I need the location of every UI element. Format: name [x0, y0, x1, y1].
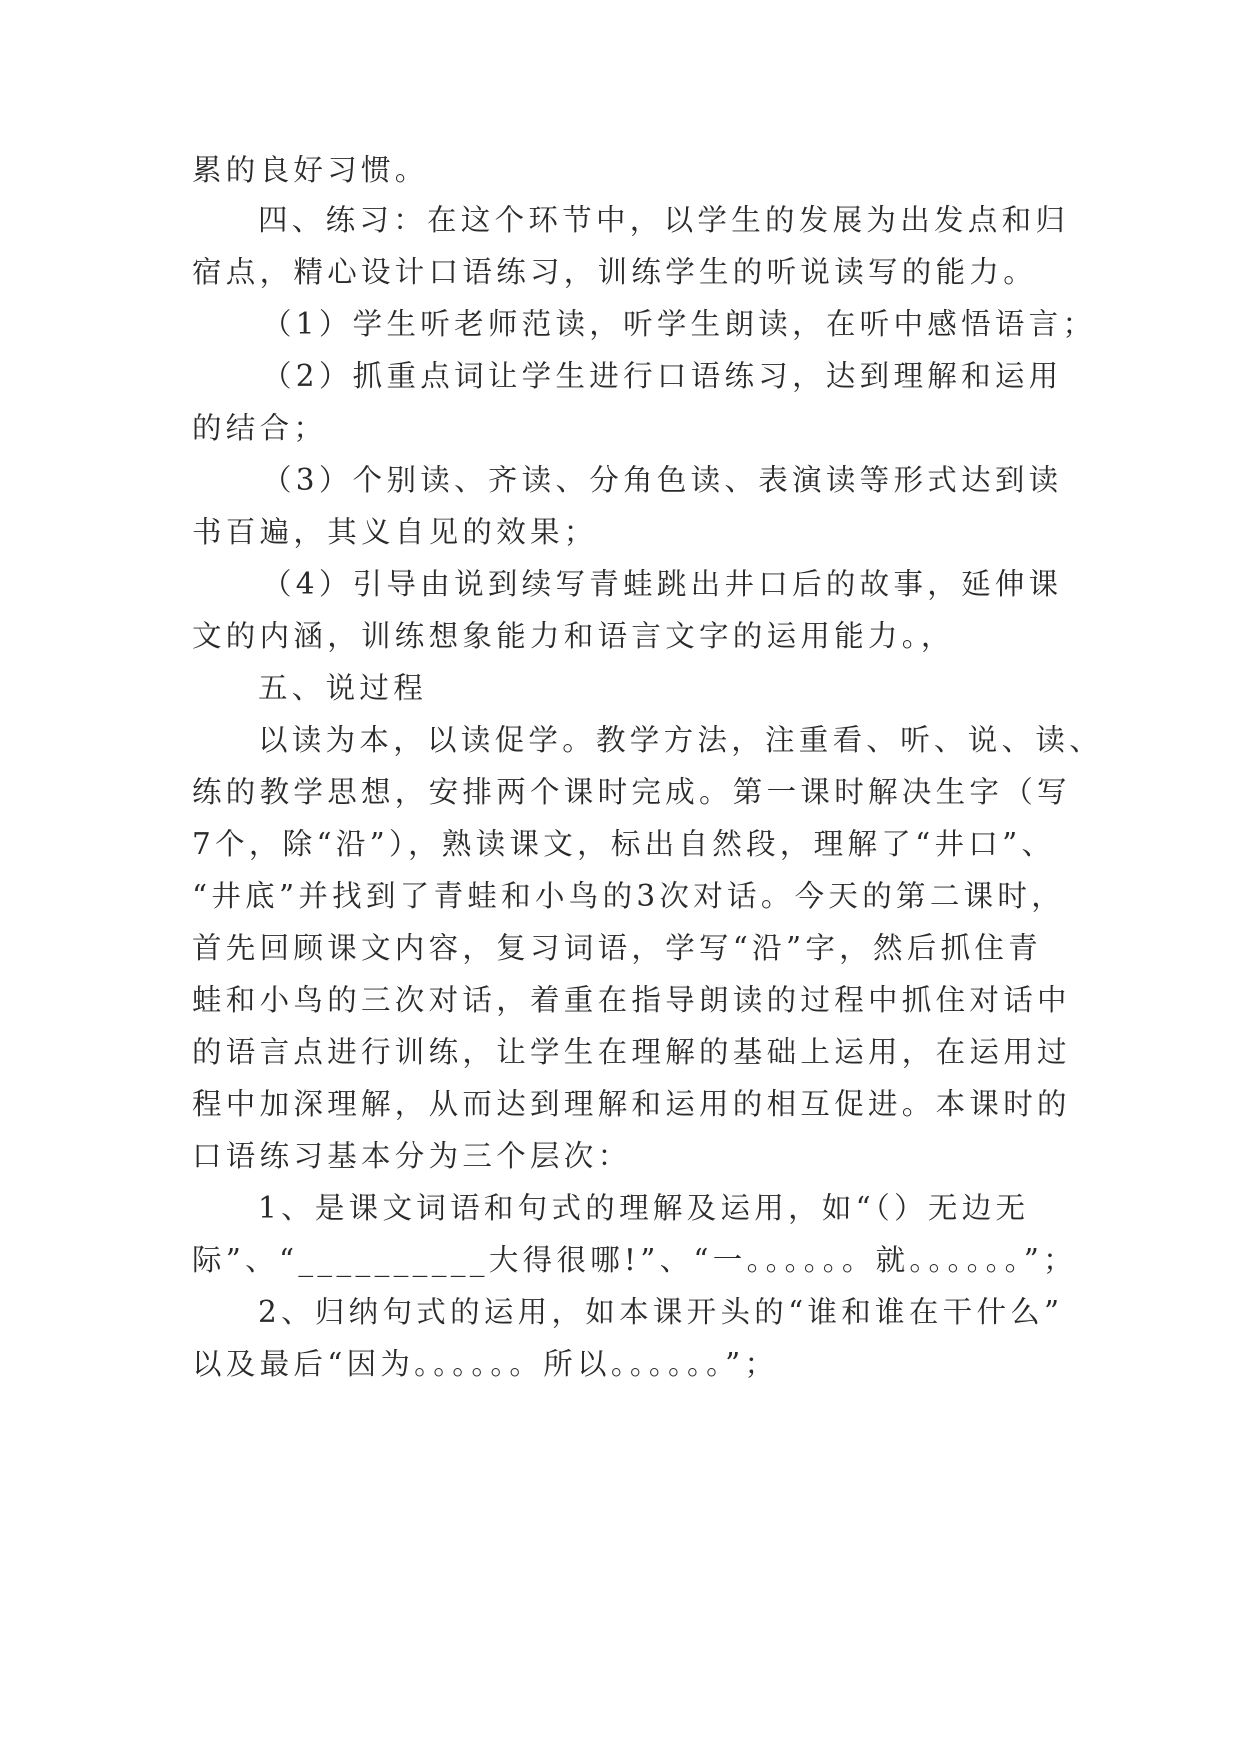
text-line: 1、是课文词语和句式的理解及运用，如“（）无边无	[258, 1191, 1030, 1225]
text-line: 际”、“__________大得很哪!”、“一。。。。。。就。。。。。。”；	[192, 1243, 1077, 1277]
text-line: 首先回顾课文内容，复习词语，学写“沿”字，然后抓住青	[192, 931, 1042, 965]
text-line: 书百遍，其义自见的效果；	[192, 515, 598, 549]
text-line: “井底”并找到了青蛙和小鸟的3次对话。今天的第二课时，	[192, 879, 1066, 913]
text-line: 四、练习：在这个环节中，以学生的发展为出发点和归	[258, 203, 1070, 237]
text-line: 文的内涵，训练想象能力和语言文字的运用能力。，	[192, 619, 955, 653]
section-heading: 五、说过程	[258, 671, 428, 705]
text-line: 蛙和小鸟的三次对话，着重在指导朗读的过程中抓住对话中	[192, 983, 1071, 1017]
text-line: 以及最后“因为。。。。。。所以。。。。。。”；	[192, 1347, 779, 1381]
text-line: 程中加深理解，从而达到理解和运用的相互促进。本课时的	[192, 1087, 1071, 1121]
text-line: （2）抓重点词让学生进行口语练习，达到理解和运用	[262, 359, 1063, 393]
text-line: 口语练习基本分为三个层次：	[192, 1139, 632, 1173]
text-line: 7个，除“沿”），熟读课文，标出自然段，理解了“井口”、	[192, 827, 1056, 861]
text-line: （4）引导由说到续写青蛙跳出井口后的故事，延伸课	[262, 567, 1063, 601]
text-line: 宿点，精心设计口语练习，训练学生的听说读写的能力。	[192, 255, 1038, 289]
text-line: 以读为本，以读促学。教学方法，注重看、听、说、读、	[258, 723, 1104, 757]
text-line: 累的良好习惯。	[192, 153, 429, 187]
text-line: 2、归纳句式的运用，如本课开头的“谁和谁在干什么”	[258, 1295, 1064, 1329]
text-line: （1）学生听老师范读，听学生朗读，在听中感悟语言；	[262, 307, 1097, 341]
text-line: 的结合；	[192, 411, 328, 445]
text-line: （3）个别读、齐读、分角色读、表演读等形式达到读	[262, 463, 1063, 497]
text-line: 的语言点进行训练，让学生在理解的基础上运用，在运用过	[192, 1035, 1071, 1069]
text-line: 练的教学思想，安排两个课时完成。第一课时解决生字（写	[192, 775, 1071, 809]
